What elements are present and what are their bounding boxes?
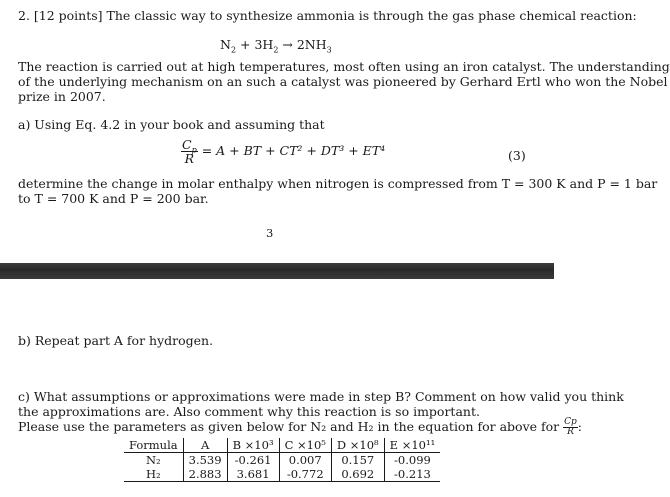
cell: 0.157 (331, 453, 384, 468)
parameter-table (124, 438, 440, 482)
col-a: A (183, 438, 227, 453)
table-row (124, 467, 440, 482)
equation-number: (3) (508, 148, 526, 163)
cell: -0.261 (227, 453, 279, 468)
instruction-line: Please use the parameters as given below for N₂ and H₂ in the equation for above for $\frac{Cp}{R}$ : (18, 417, 582, 437)
part-a-text-line-2: to T = 700 K and P = 200 bar. (18, 191, 209, 206)
cell: -0.213 (384, 467, 440, 482)
part-a-text-line-1: determine the change in molar enthalpy when nitrogen is compressed from T = 300 K and P = 1 bar (18, 176, 658, 191)
intro-line-1: The reaction is carried out at high temperatures, most often using an iron catalyst. The understanding (18, 59, 670, 74)
part-c-line-1: c) What assumptions or approximations were made in step B? Comment on how valid you think (18, 389, 624, 404)
reaction-equation: $N_2 + 3H_2 \to 2NH_3$ (220, 37, 332, 55)
cp-r-inline-fraction: $\frac{Cp}{R}$ (564, 417, 577, 437)
page-number: 3 (266, 226, 274, 240)
problem-header: 2. [12 points] The classic way to synthesize ammonia is through the gas phase chemical reaction: (18, 8, 637, 23)
cell: 2.883 (183, 467, 227, 482)
part-c-line-2: the approximations are. Also comment why this reaction is so important. (18, 404, 480, 419)
heat-capacity-equation: $\frac{C_p}{R}$ = A + BT + CT² + DT³ + ET⁴ (182, 137, 386, 166)
cell: -0.772 (279, 467, 331, 482)
part-b-text: b) Repeat part A for hydrogen. (18, 333, 214, 348)
intro-line-3: prize in 2007. (18, 89, 106, 104)
cell: 0.692 (331, 467, 384, 482)
page-divider (0, 263, 554, 279)
cell: H₂ (124, 467, 183, 482)
cell: 0.007 (279, 453, 331, 468)
col-c: C ×10⁵ (279, 438, 331, 453)
cell: 3.681 (227, 467, 279, 482)
table-row (124, 453, 440, 468)
cell: -0.099 (384, 453, 440, 468)
col-e: E ×10¹¹ (384, 438, 440, 453)
cell: N₂ (145, 453, 161, 467)
intro-line-2: of the underlying mechanism on an such a catalyst was pioneered by Gerhard Ertl who won the Nobel (18, 74, 668, 89)
part-a-heading: a) Using Eq. 4.2 in your book and assuming that (18, 117, 325, 132)
col-b: B ×10³ (227, 438, 279, 453)
col-d: D ×10⁸ (331, 438, 384, 453)
table-header-row (124, 438, 440, 453)
cp-over-r-fraction: $\frac{C_p}{R}$ (182, 137, 197, 166)
col-formula: Formula (124, 438, 183, 453)
cell: 3.539 (183, 453, 227, 468)
